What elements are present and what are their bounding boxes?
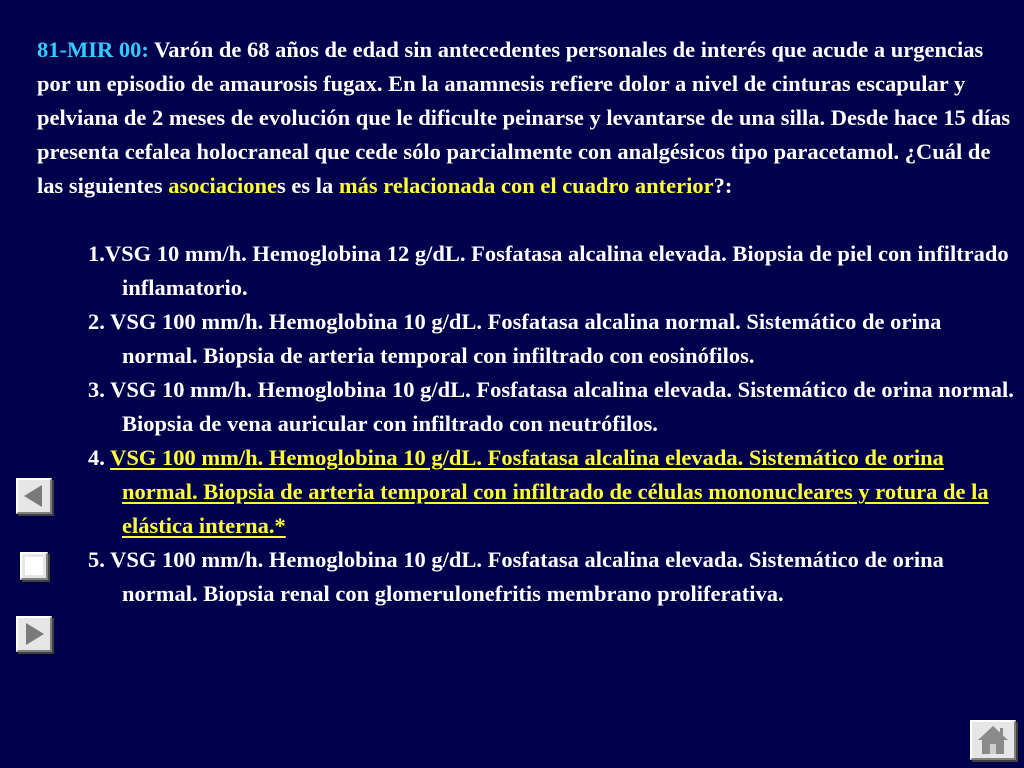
answer-text: VSG 10 mm/h. Hemoglobina 10 g/dL. Fosfatasa alcalina elevada. Sistemático de orina normal. Biopsia de vena auricular con infiltrado con neutrófilos. bbox=[110, 377, 1014, 436]
triangle-right-icon bbox=[18, 618, 50, 650]
question-body-1: Varón de 68 años de edad sin antecedentes personales de interés que acude a urgencias por un episodio de amaurosis fugax. En la anamnesis refiere dolor a nivel de cinturas escapular y pelviana de 2 meses de evolución que le dificulte peinarse y levantarse de una silla. Desde hace 15 días presenta cefalea holocraneal que cede sólo parcialmente con analgésicos tipo paracetamol. ¿Cuál de las siguientes bbox=[37, 37, 1011, 198]
answer-list bbox=[88, 237, 1018, 611]
answer-number: 1. bbox=[88, 241, 105, 266]
answer-number: 3. bbox=[88, 377, 111, 402]
answer-text: VSG 100 mm/h. Hemoglobina 10 g/dL. Fosfatasa alcalina normal. Sistemático de orina normal. Biopsia de arteria temporal con infiltrado con eosinófilos. bbox=[110, 309, 942, 368]
back-button[interactable] bbox=[16, 478, 52, 514]
answer-option-3[interactable] bbox=[88, 373, 1018, 441]
answer-option-1[interactable] bbox=[88, 237, 1018, 305]
question-body-3: ?: bbox=[713, 173, 733, 198]
square-stop-icon bbox=[22, 554, 46, 578]
house-icon bbox=[972, 722, 1014, 758]
stop-button[interactable] bbox=[20, 552, 48, 580]
answer-text: VSG 100 mm/h. Hemoglobina 10 g/dL. Fosfatasa alcalina elevada. Sistemático de orina normal. Biopsia renal con glomerulonefritis membrano proliferativa. bbox=[110, 547, 944, 606]
answer-number: 5. bbox=[88, 547, 111, 572]
answer-option-2[interactable] bbox=[88, 305, 1018, 373]
next-button[interactable] bbox=[16, 616, 52, 652]
home-button[interactable] bbox=[970, 720, 1016, 760]
answer-option-5[interactable] bbox=[88, 543, 1018, 611]
question-highlight-1: asociacione bbox=[168, 173, 277, 198]
triangle-left-icon bbox=[18, 480, 50, 512]
question-highlight-2: más relacionada con el cuadro anterior bbox=[338, 173, 714, 198]
answer-number: 2. bbox=[88, 309, 111, 334]
question-text bbox=[37, 33, 1012, 203]
answer-text: VSG 10 mm/h. Hemoglobina 12 g/dL. Fosfatasa alcalina elevada. Biopsia de piel con infiltrado inflamatorio. bbox=[104, 241, 1009, 300]
answer-number: 4. bbox=[88, 445, 111, 470]
answer-text: VSG 100 mm/h. Hemoglobina 10 g/dL. Fosfatasa alcalina elevada. Sistemático de orina normal. Biopsia de arteria temporal con infiltrado de células mononucleares y rotura de la elástica interna.* bbox=[110, 445, 989, 538]
question-number: 81-MIR 00: bbox=[37, 37, 149, 62]
answer-option-4-correct[interactable] bbox=[88, 441, 1018, 543]
question-body-2: s es la bbox=[277, 173, 339, 198]
